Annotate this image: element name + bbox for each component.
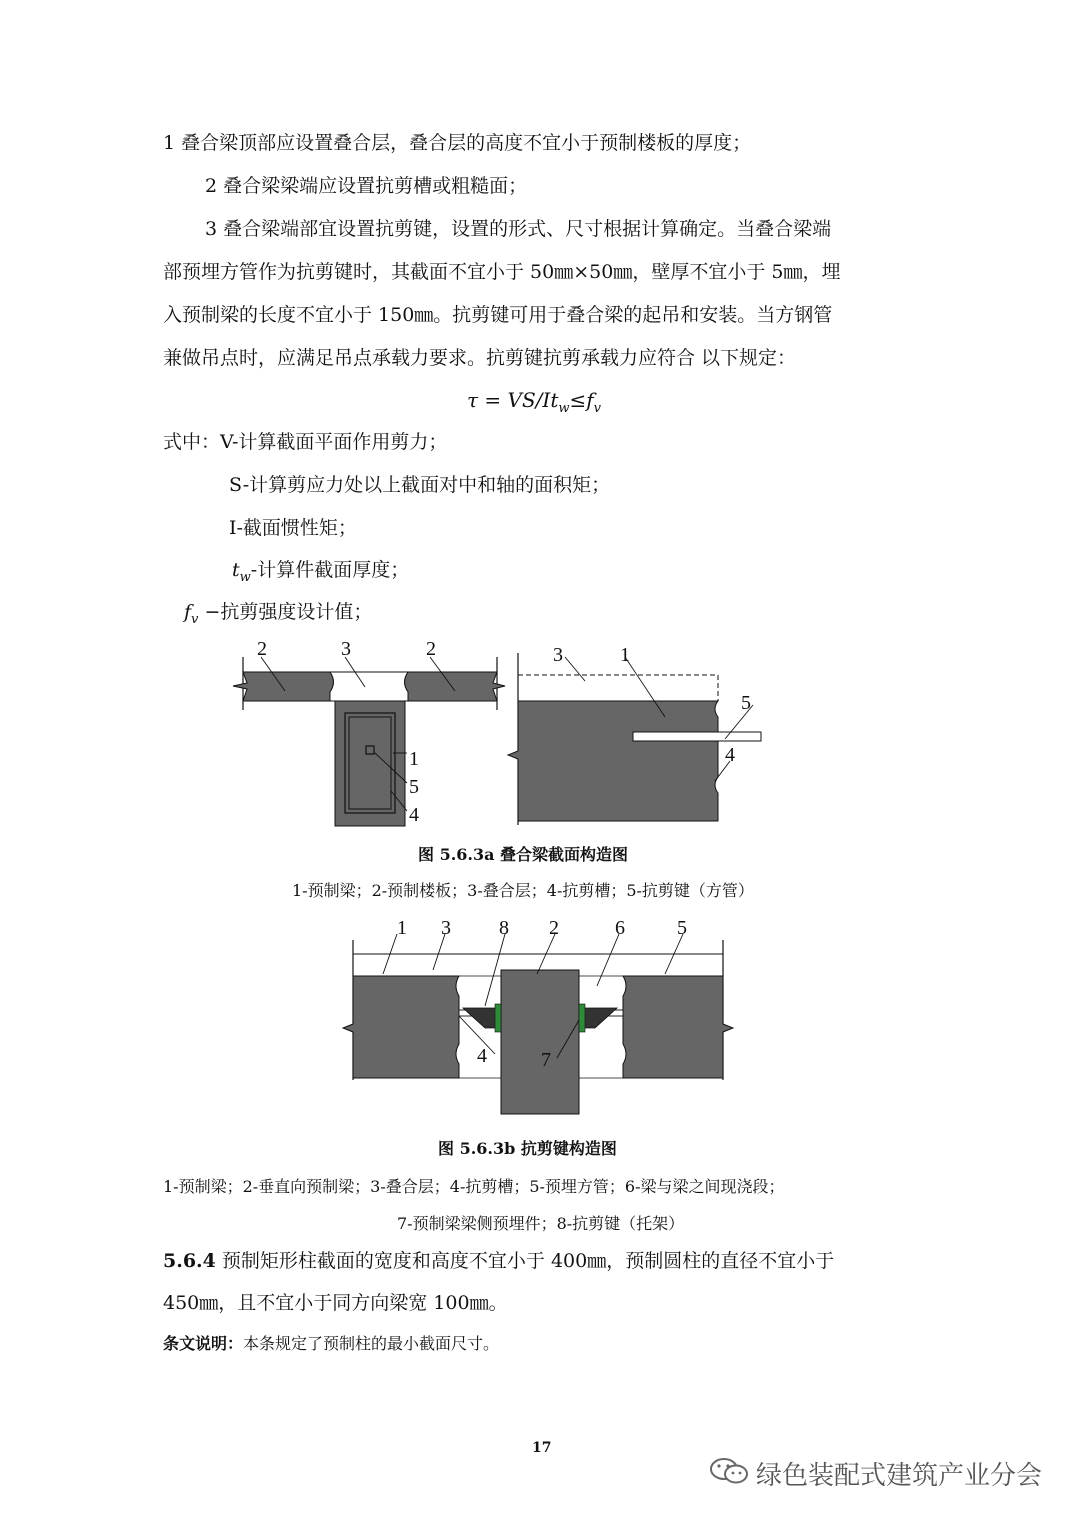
paragraph-2: 2 叠合梁梁端应设置抗剪槽或粗糙面；	[205, 175, 528, 197]
fv-symbol: f	[184, 601, 192, 623]
watermark-text: 绿色装配式建筑产业分会	[756, 1461, 1043, 1491]
fig-b-label-8: 8	[499, 917, 509, 939]
paragraph-1: 1 叠合梁顶部应设置叠合层，叠合层的高度不宜小于预制楼板的厚度；	[163, 132, 752, 154]
definition-s: S-计算剪应力处以上截面对中和轴的面积矩；	[229, 474, 611, 496]
fig-b-label-3: 3	[441, 917, 451, 939]
clause-5-6-4-line-2: 450㎜，且不宜小于同方向梁宽 100㎜。	[163, 1292, 508, 1314]
clause-note	[163, 1332, 499, 1356]
clause-text-a: 预制矩形柱截面的宽度和高度不宜小于 400㎜，预制圆柱的直径不宜小于	[215, 1250, 835, 1272]
fig-b-label-2: 2	[549, 917, 559, 939]
fig-a-right-label-5: 5	[741, 692, 751, 714]
clause-number: 5.6.4	[163, 1250, 216, 1272]
figure-a-diagram	[225, 635, 785, 835]
definition-tw	[232, 558, 409, 590]
paragraph-3-line-4: 兼做吊点时，应满足吊点承载力要求。抗剪键抗剪承载力应符合 以下规定：	[163, 347, 797, 369]
tw-sub: w	[239, 569, 251, 585]
fig-a-right-label-4: 4	[725, 744, 735, 766]
fig-b-label-4: 4	[477, 1045, 487, 1067]
fig-a-left-label-4: 4	[409, 804, 419, 826]
fig-b-label-5: 5	[677, 917, 687, 939]
figure-a-right	[508, 644, 761, 825]
fig-a-left-label-2b: 2	[426, 638, 436, 660]
paragraph-3-line-1: 3 叠合梁端部宜设置抗剪键，设置的形式、尺寸根据计算确定。当叠合梁端	[205, 218, 832, 240]
fig-a-left-label-2a: 2	[257, 638, 267, 660]
figure-b-legend-2: 7-预制梁梁侧预埋件；8-抗剪键（托架）	[397, 1214, 685, 1233]
figure-a-legend: 1-预制梁；2-预制楼板；3-叠合层；4-抗剪槽；5-抗剪键（方管）	[292, 881, 754, 900]
tw-symbol: t	[232, 559, 240, 581]
clause-note-text: 本条规定了预制柱的最小截面尺寸。	[243, 1334, 500, 1353]
page-number: 17	[532, 1440, 552, 1456]
wechat-logo-icon	[708, 1456, 750, 1486]
formula-main: τ = VS/It	[467, 388, 559, 412]
definition-fv	[184, 600, 372, 632]
fig-b-label-6: 6	[615, 917, 625, 939]
formula-le: ≤f	[569, 388, 594, 412]
clause-5-6-4-line-1	[163, 1249, 834, 1273]
figure-b-legend-1: 1-预制梁；2-垂直向预制梁；3-叠合层；4-抗剪槽；5-预埋方管；6-梁与梁之间现浇段；	[163, 1177, 785, 1196]
fv-text: −抗剪强度设计值；	[198, 601, 373, 623]
paragraph-3-line-3: 入预制梁的长度不宜小于 150㎜。抗剪键可用于叠合梁的起吊和安装。当方钢管	[163, 304, 833, 326]
figure-b-title: 图 5.6.3b 抗剪键构造图	[438, 1139, 617, 1158]
clause-note-label: 条文说明：	[163, 1334, 244, 1353]
figure-a-title: 图 5.6.3a 叠合梁截面构造图	[418, 845, 629, 864]
fig-a-left-label-3: 3	[341, 638, 351, 660]
formula-sub-v: v	[593, 401, 602, 416]
fv-sub: v	[191, 611, 199, 627]
fig-b-label-1: 1	[397, 917, 407, 939]
shear-formula	[467, 388, 601, 416]
paragraph-3-line-2: 部预埋方管作为抗剪键时，其截面不宜小于 50㎜×50㎜，壁厚不宜小于 5㎜，埋	[163, 261, 841, 283]
fig-a-left-label-1: 1	[409, 748, 419, 770]
definition-v: 式中：V-计算截面平面作用剪力；	[163, 431, 448, 453]
fig-a-right-label-1: 1	[620, 644, 630, 666]
figure-a-left	[233, 638, 505, 826]
definition-i: I-截面惯性矩；	[229, 517, 357, 539]
tw-text: -计算件截面厚度；	[250, 559, 410, 581]
figure-b-diagram	[335, 910, 755, 1120]
fig-b-label-7: 7	[541, 1049, 551, 1071]
fig-a-left-label-5: 5	[409, 776, 419, 798]
fig-a-right-label-3: 3	[553, 644, 563, 666]
formula-sub-w: w	[558, 401, 570, 416]
